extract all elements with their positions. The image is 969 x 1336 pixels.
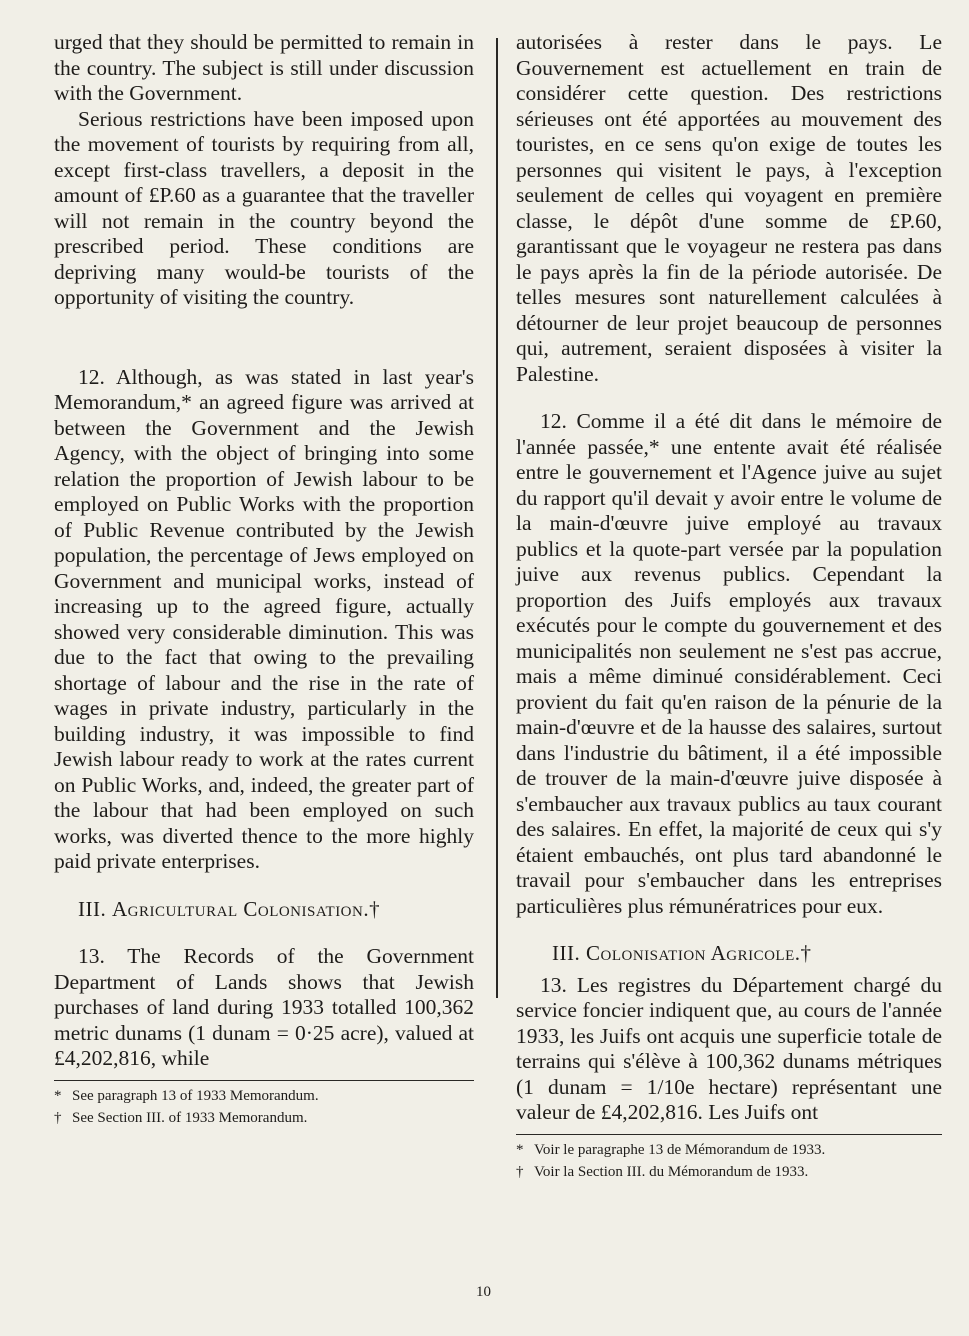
- paragraph-13-fr: 13. Les registres du Département chargé du service foncier indiquent que, au cours de l'année 1933, les Juifs ont acquis une superficie totale de terrains qui s'élève à 100,362 dunams métriques (1 dunam = 1/10e hectare) représentant une valeur de £4,202,816. Les Juifs ont: [516, 972, 942, 1124]
- footnote: * See paragraph 13 of 1933 Memorandum.: [54, 1087, 319, 1104]
- paragraph-12: 12. Although, as was stated in last year's Memorandum,* an agreed figure was arrived at between the Government and the Jewish Agency, with the object of bringing into some relation the proportion of Jewish labour to be employed on Public Works with the proportion of Public Revenue contributed by the Jewish population, the percentage of Jews employed on Government and municipal works, instead of increasing up to the agreed figure, actually showed very considerable diminution. This was due to the fact that owing to the prevailing shortage of labour and the rise in the rate of wages in private industry, particularly in the building industry, it was impossible to find Jewish labour ready to work at the rates current on Public Works, and, indeed, the greater part of the labour that had been employed on such works, was diverted thence to the more highly paid private enterprises.: [54, 364, 474, 873]
- section-heading-iii-fr: [516, 941, 942, 967]
- footnote-divider-fr: [516, 1134, 942, 1135]
- paragraph-13: 13. The Records of the Government Department of Lands shows that Jewish purchases of land during 1933 totalled 100,362 metric dunams (1 dunam = 0·25 acre), valued at £4,202,816, while: [54, 944, 474, 1070]
- section-number-fr: III.: [552, 941, 581, 965]
- column-divider: [496, 38, 498, 998]
- english-column: [54, 30, 474, 1129]
- paragraph-12-fr: 12. Comme il a été dit dans le mémoire de l'année passée,* une entente avait été réalisée entre le gouvernement et l'Agence juive au sujet du rapport qu'il devait y avoir entre le volume de la main-d'œuvre juive employé au travaux publics et la quote-part versée par la population juive aux revenus publics. Cependant la proportion des Juifs employés aux travaux exécutés pour le compte du gouvernement et des municipalités non seulement ne s'est pas accrue, mais a même diminué considérablement. Ceci provient du fait qu'en raison de la pénurie de la main-d'œuvre et de la hausse des salaires, surtout dans l'industrie du bâtiment, il a été impossible de trouver de la main-d'œuvre juive disposée à s'embaucher aux travaux publics au taux courant des salaires. En effet, la majorité de ceux qui s'y étaient embauchés, ont plus tard abandonné le travail pour s'embaucher dans les entreprises particulières plus rémunératrices pour eux.: [516, 409, 942, 918]
- page-number: 10: [476, 1284, 491, 1300]
- section-number: III.: [78, 896, 107, 921]
- paragraph-continuation-fr: autorisées à rester dans le pays. Le Gouvernement est actuellement en train de considérer cette question. Des restrictions sérieuses ont été apportées au mouvement des touristes, en ce sens qu'on exige de toutes les personnes qui visitent le pays, à l'exception seulement de celles qui voyagent en première classe, le dépôt d'une somme de £P.60, garantissant que le voyageur ne restera pas dans le pays après la fin de la période autorisée. De telles mesures sont naturellement calculées à détourner de leur projet beaucoup de personnes qui, autrement, seraient disposées à visiter la Palestine.: [516, 30, 942, 386]
- section-title: Agricultural Colonisation.†: [111, 896, 381, 921]
- footnote-fr: † Voir la Section III. du Mémorandum de 1933.: [516, 1163, 809, 1180]
- footnote: † See Section III. of 1933 Memorandum.: [54, 1109, 308, 1126]
- paragraph-tourists: Serious restrictions have been imposed upon the movement of tourists by requiring from all, except first-class travellers, a deposit in the amount of £P.60 as a guarantee that the traveller will not remain in the country beyond the prescribed period. These conditions are depriving many would-be tourists of the opportunity of visiting the country.: [54, 106, 474, 309]
- section-title-fr: Colonisation Agricole.†: [585, 941, 812, 965]
- footnote-divider: [54, 1080, 474, 1081]
- section-heading-iii: [54, 897, 474, 923]
- footnote-fr: * Voir le paragraphe 13 de Mémorandum de 1933.: [516, 1141, 826, 1158]
- paragraph-continuation: urged that they should be permitted to remain in the country. The subject is still under discussion with the Government.: [54, 30, 474, 105]
- french-column: [516, 30, 942, 1183]
